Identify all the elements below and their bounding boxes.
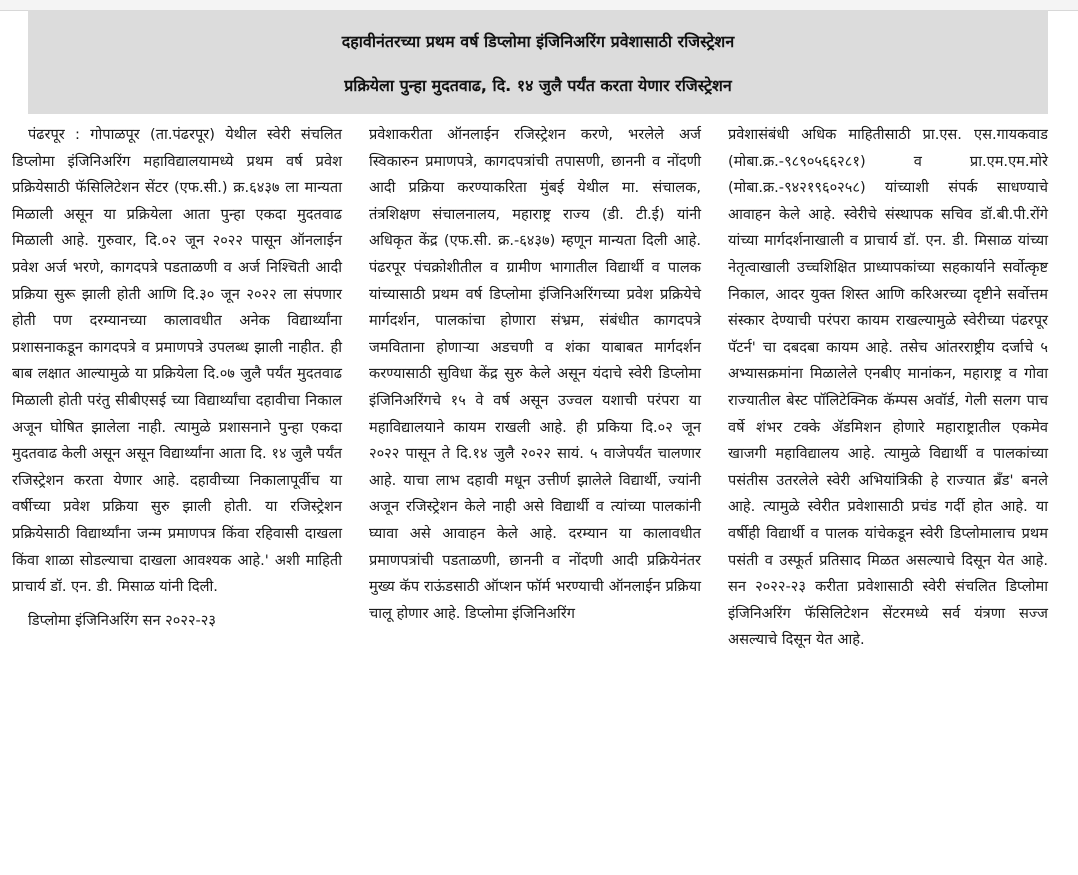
article-column-3	[728, 122, 1048, 654]
column-1-paragraph-1: पंढरपूर : गोपाळपूर (ता.पंढरपूर) येथील स्वेरी संचलित डिप्लोमा इंजिनिअरिंग महाविद्यालयामध्ये प्रथम वर्ष प्रवेश प्रक्रियेसाठी फॅसिलिटेशन सेंटर (एफ.सी.) क्र.६४३७ ला मान्यता मिळाली असून या प्रक्रियेला आता पुन्हा एकदा मुदतवाढ मिळाली आहे. गुरुवार, दि.०२ जून २०२२ पासून ऑनलाईन प्रवेश अर्ज भरणे, कागदपत्रे पडताळणी व अर्ज निश्चिती आदी प्रक्रिया सुरू झाली होती आणि दि.३० जून २०२२ ला संपणार होती पण दरम्यानच्या कालावधीत अनेक विद्यार्थ्यांना प्रशासनाकडून कागदपत्रे व प्रमाणपत्रे उपलब्ध झाली नाहीत. ही बाब लक्षात आल्यामुळे या प्रक्रियेला दि.०७ जुलै पर्यंत मुदतवाढ मिळाली होती परंतु सीबीएसई च्या विद्यार्थ्यांचा दहावीचा निकाल अजून घोषित झालेला नाही. त्यामुळे प्रशासनाने पुन्हा एकदा मुदतवाढ केली असून असून विद्यार्थ्यांना आता दि. १४ जुलै पर्यंत रजिस्ट्रेशन करता येणार आहे. दहावीच्या निकालापूर्वीच या वर्षीच्या प्रवेश प्रक्रिया सुरु झाली होती. या रजिस्ट्रेशन प्रक्रियेसाठी विद्यार्थ्यांना जन्म प्रमाणपत्र किंवा रहिवासी दाखला किंवा शाळा सोडल्याचा दाखला आवश्यक आहे.' अशी माहिती प्राचार्य डॉ. एन. डी. मिसाळ यांनी दिली.	[12, 126, 342, 596]
column-1-paragraph-2: डिप्लोमा इंजिनिअरिंग सन २०२२-२३	[28, 611, 216, 629]
article-column-2	[369, 122, 701, 627]
article-column-1	[12, 122, 342, 634]
headline-line-1: दहावीनंतरच्या प्रथम वर्ष डिप्लोमा इंजिनिअरिंग प्रवेशासाठी रजिस्ट्रेशन	[341, 32, 735, 51]
column-3-paragraph-1: प्रवेशासंबंधी अधिक माहितीसाठी प्रा.एस. एस.गायकवाड (मोबा.क्र.-९८९०५६६२८१) व प्रा.एम.एम.मोरे (मोबा.क्र.-९४२१९६०२५८) यांच्याशी संपर्क साधण्याचे आवाहन केले आहे. स्वेरीचे संस्थापक सचिव डॉ.बी.पी.रोंगे यांच्या मार्गदर्शनाखाली व प्राचार्य डॉ. एन. डी. मिसाळ यांच्या नेतृत्वाखाली उच्चशिक्षित प्राध्यापकांच्या सहकार्याने सर्वोत्कृष्ट निकाल, आदर युक्त शिस्त आणि करिअरच्या दृष्टीने सर्वोत्तम संस्कार देण्याची परंपरा कायम राखल्यामुळे स्वेरीच्या पंढरपूर पॅटर्न' चा दबदबा कायम आहे. तसेच आंतरराष्ट्रीय दर्जाचे ५ अभ्यासक्रमांना मिळालेले एनबीए मानांकन, महाराष्ट्र व गोवा राज्यातील बेस्ट पॉलिटेक्निक कॅम्पस अवॉर्ड, गेली सलग पाच वर्षे शंभर टक्के ॲडमिशन होणारे महाराष्ट्रातील एकमेव खाजगी महाविद्यालय आहे. त्यामुळे विद्यार्थी व पालकांच्या पसंतीस उतरलेले स्वेरी अभियांत्रिकी हे राज्यात ब्रँड' बनले आहे. त्यामुळे स्वेरीत प्रवेशासाठी प्रचंड गर्दी होत आहे. या वर्षीही विद्यार्थी व पालक यांचेकडून स्वेरी डिप्लोमालाच प्रथम पसंती व उस्फूर्त प्रतिसाद मिळत असल्याचे दिसून येत आहे. सन २०२२-२३ करीता प्रवेशासाठी स्वेरी संचलित डिप्लोमा इंजिनिअरिंग फॅसिलिटेशन सेंटरमध्ये सर्व यंत्रणा सज्ज असल्याचे दिसून येत आहे.	[728, 126, 1048, 649]
headline-line-2: प्रक्रियेला पुन्हा मुदतवाढ, दि. १४ जुलै पर्यंत करता येणार रजिस्ट्रेशन	[344, 76, 732, 95]
column-2-paragraph-1: प्रवेशाकरीता ऑनलाईन रजिस्ट्रेशन करणे, भरलेले अर्ज स्विकारुन प्रमाणपत्रे, कागदपत्रांची तपासणी, छाननी व नोंदणी आदी प्रक्रिया करण्याकरिता मुंबई येथील मा. संचालक, तंत्रशिक्षण संचालनालय, महाराष्ट्र राज्य (डी. टी.ई) यांनी अधिकृत केंद्र (एफ.सी. क्र.-६४३७) म्हणून मान्यता दिली आहे. पंढरपूर पंचक्रोशीतील व ग्रामीण भागातील विद्यार्थी व पालक यांच्यासाठी प्रथम वर्ष डिप्लोमा इंजिनिअरिंगच्या प्रवेश प्रक्रियेचे मार्गदर्शन, पालकांचा होणारा संभ्रम, संबंधीत कागदपत्रे जमविताना होणाऱ्या अडचणी व शंका याबाबत मार्गदर्शन करण्यासाठी सुविधा केंद्र सुरु केले असून यंदाचे स्वेरी डिप्लोमा इंजिनिअरिंगचे १५ वे वर्ष असून उज्वल यशाची परंपरा या महाविद्यालयाने कायम राखली आहे. ही प्रकिया दि.०२ जून २०२२ पासून ते दि.१४ जुलै २०२२ सायं. ५ वाजेपर्यंत चालणार आहे. याचा लाभ दहावी मधून उत्तीर्ण झालेले विद्यार्थी, ज्यांनी अजून रजिस्ट्रेशन केले नाही असे विद्यार्थी व त्यांच्या पालकांनी घ्यावा असे आवाहन केले आहे. दरम्यान या कालावधीत प्रमाणपत्रांची पडताळणी, छाननी व नोंदणी आदी प्रक्रियेनंतर मुख्य कॅप राऊंडसाठी ऑप्शन फॉर्म भरण्याची ऑनलाईन प्रक्रिया चालू होणार आहे. डिप्लोमा इंजिनिअरिंग	[369, 126, 701, 622]
headline-box	[28, 10, 1048, 114]
